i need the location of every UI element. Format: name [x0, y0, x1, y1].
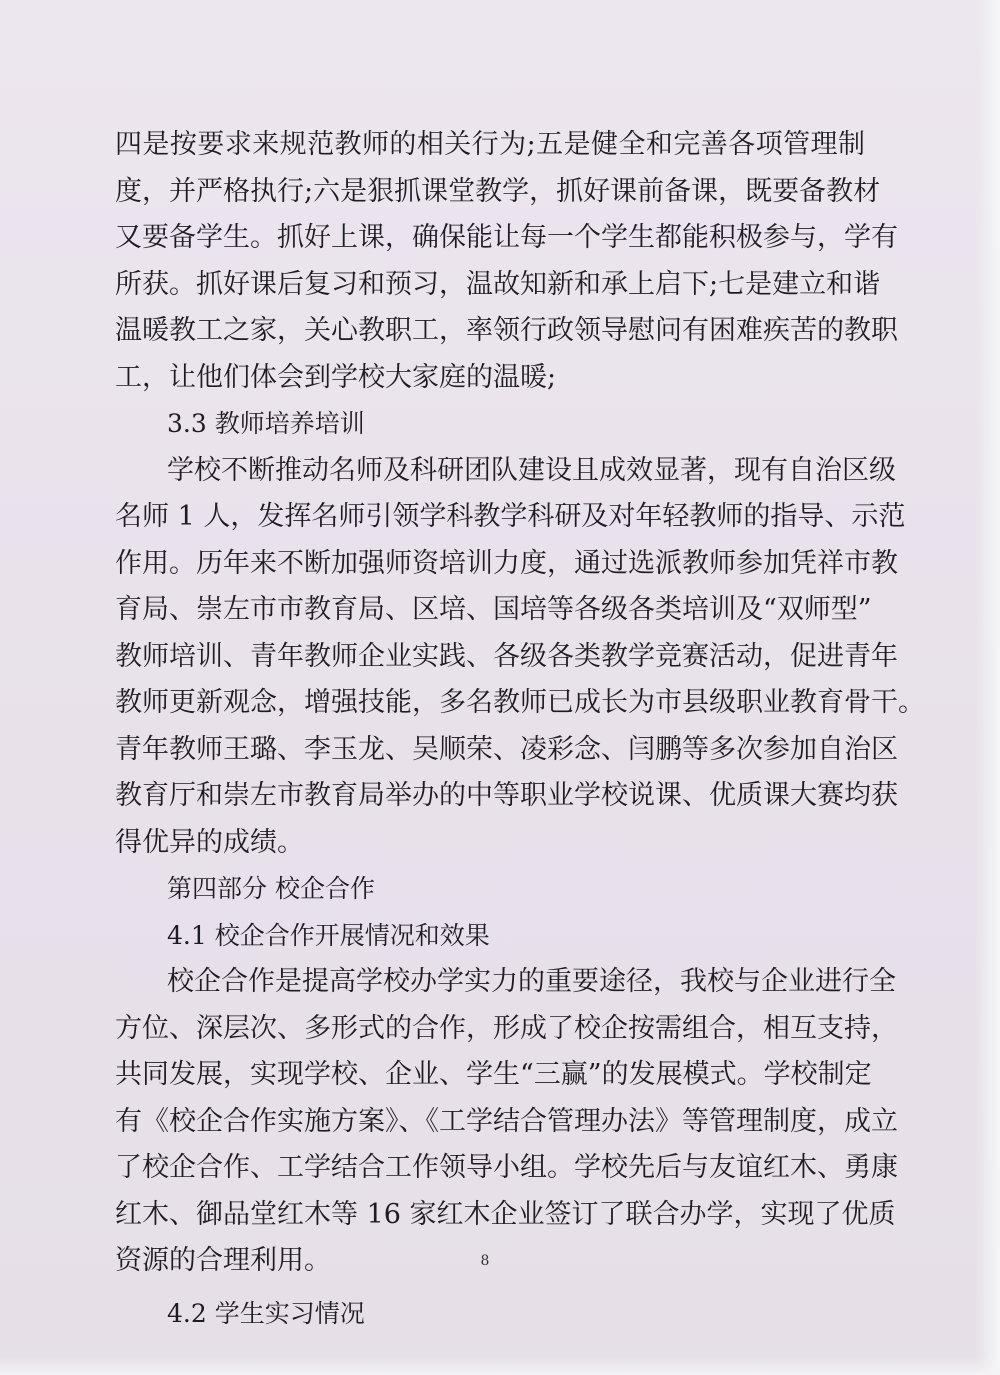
page-edge-shadow: [976, 0, 1000, 1375]
section-heading: 3.3 教师培养培训: [167, 409, 365, 438]
text-line: 共同发展，实现学校、企业、学生“三赢”的发展模式。学校制定: [115, 1059, 872, 1090]
text-line: 又要备学生。抓好上课，确保能让每一个学生都能积极参与，学有: [115, 222, 898, 253]
part-heading: 第四部分 校企合作: [167, 874, 375, 903]
text-line: 作用。历年来不断加强师资培训力度，通过选派教师参加凭祥市教: [115, 547, 898, 579]
section-heading: 4.2 学生实习情况: [167, 1298, 365, 1328]
page-bottom-edge: [0, 1357, 1000, 1375]
text-line: 所获。抓好课后复习和预习，温故知新和承上启下;七是建立和谐: [115, 268, 881, 300]
text-line: 度，并严格执行;六是狠抓课堂教学，抓好课前备课，既要备教材: [115, 175, 881, 207]
text-line: 工，让他们体会到学校大家庭的温暖;: [115, 361, 557, 393]
text-line: 方位、深层次、多形式的合作，形成了校企按需组合，相互支持，: [115, 1012, 898, 1044]
text-line: 资源的合理利用。: [115, 1245, 331, 1276]
text-line: 育局、崇左市市教育局、区培、国培等各级各类培训及“双师型”: [115, 594, 872, 625]
text-line: 得优异的成绩。: [115, 826, 304, 858]
text-line: 四是按要求来规范教师的相关行为;五是健全和完善各项管理制: [115, 129, 865, 160]
text-line: 教师更新观念，增强技能，多名教师已成长为市县级职业教育骨干。: [115, 687, 925, 718]
body-text: [115, 122, 925, 1337]
text-line: 了校企合作、工学结合工作领导小组。学校先后与友谊红木、勇康: [115, 1152, 898, 1183]
text-line: 教师培训、青年教师企业实践、各级各类教学竞赛活动，促进青年: [115, 640, 898, 672]
text-line: 名师 1 人，发挥名师引领学科教学科研及对年轻教师的指导、示范: [115, 501, 906, 532]
text-line: 温暖教工之家，关心教职工，率领行政领导慰问有困难疾苦的教职: [115, 315, 898, 346]
text-line: 校企合作是提高学校办学实力的重要途径，我校与企业进行全: [167, 966, 896, 997]
text-line: 教育厅和崇左市教育局举办的中等职业学校说课、优质课大赛均获: [115, 780, 898, 811]
text-line: 青年教师王璐、李玉龙、吴顺荣、凌彩念、闫鹏等多次参加自治区: [115, 733, 898, 765]
text-line: 红木、御品堂红木等 16 家红木企业签订了联合办学，实现了优质: [115, 1198, 896, 1230]
text-line: 有《校企合作实施方案》、《工学结合管理办法》等管理制度，成立: [115, 1105, 898, 1137]
section-heading: 4.1 校企合作开展情况和效果: [167, 920, 490, 950]
page-number: 8: [480, 1253, 490, 1269]
text-line: 学校不断推动名师及科研团队建设且成效显著，现有自治区级: [167, 454, 896, 486]
